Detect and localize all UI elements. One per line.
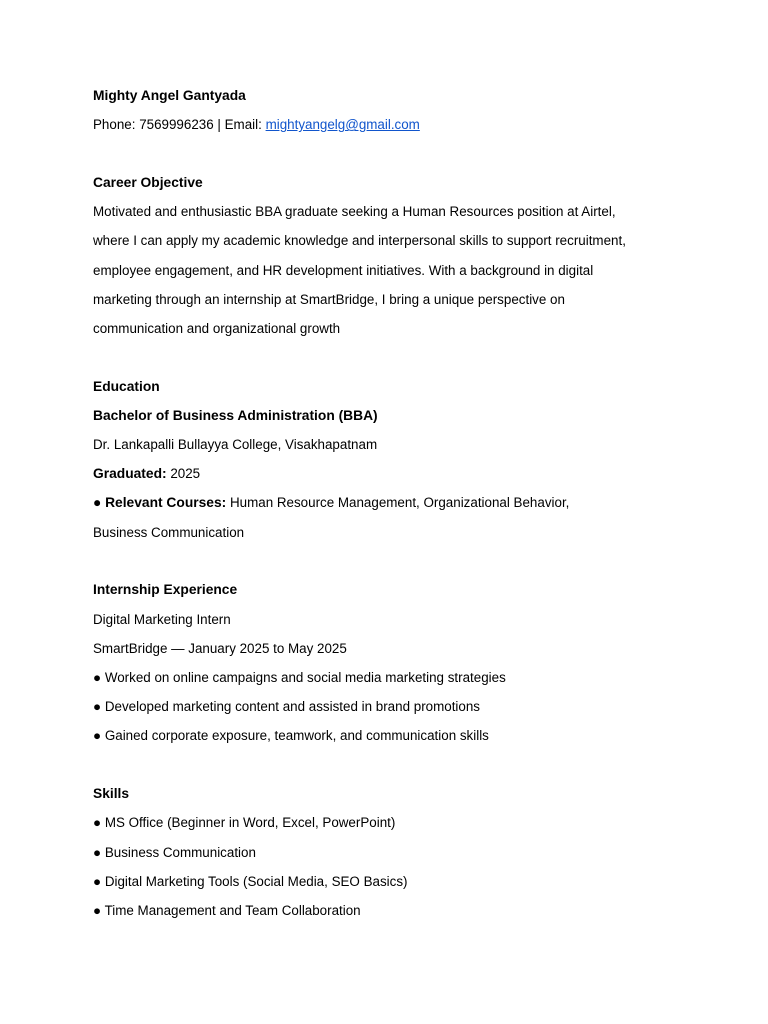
bullet-icon: ● <box>93 495 102 511</box>
phone-number: 7569996236 <box>139 117 214 133</box>
skill-item <box>93 808 693 837</box>
resume-content <box>93 81 693 925</box>
skill-text: Time Management and Team Collaboration <box>104 902 361 918</box>
objective-line: Motivated and enthusiastic BBA graduate seeking a Human Resources position at Airtel, <box>93 204 616 220</box>
email-link[interactable]: mightyangelg@gmail.com <box>265 117 420 133</box>
education-heading: Education <box>93 378 160 394</box>
objective-line: where I can apply my academic knowledge and interpersonal skills to support recruitment, <box>93 233 626 249</box>
courses-continuation: Business Communication <box>93 524 245 540</box>
email-label: Email: <box>224 117 262 133</box>
skill-item <box>93 896 693 925</box>
internship-point-text: Developed marketing content and assisted in brand promotions <box>104 699 480 715</box>
graduated-label: Graduated: <box>93 466 167 482</box>
bullet-icon: ● <box>93 873 102 889</box>
skills-heading: Skills <box>93 786 130 802</box>
internship-point <box>93 663 693 692</box>
internship-point <box>93 721 693 750</box>
bullet-icon: ● <box>93 844 102 860</box>
graduated-year: 2025 <box>170 466 201 482</box>
college-name: Dr. Lankapalli Bullayya College, Visakhapatnam <box>93 437 378 453</box>
courses-line <box>93 488 693 517</box>
objective-line: employee engagement, and HR development initiatives. With a background in digital <box>93 262 594 278</box>
skill-text: MS Office (Beginner in Word, Excel, PowerPoint) <box>104 815 396 831</box>
bullet-icon: ● <box>93 815 102 831</box>
objective-line: communication and organizational growth <box>93 320 341 336</box>
bullet-icon: ● <box>93 699 102 715</box>
graduation-line <box>93 459 693 488</box>
internship-point <box>93 692 693 721</box>
courses-label: Relevant Courses: <box>105 495 227 511</box>
phone-label: Phone: <box>93 117 136 133</box>
degree-title: Bachelor of Business Administration (BBA) <box>93 407 378 423</box>
bullet-icon: ● <box>93 728 102 744</box>
internship-heading: Internship Experience <box>93 582 238 598</box>
career-objective-heading: Career Objective <box>93 174 203 190</box>
courses-list: Human Resource Management, Organizational Behavior, <box>229 495 570 511</box>
internship-company-dates: SmartBridge — January 2025 to May 2025 <box>93 640 347 656</box>
spacer <box>93 139 693 168</box>
internship-role: Digital Marketing Intern <box>93 611 231 627</box>
spacer <box>93 547 693 576</box>
skill-item <box>93 867 693 896</box>
bullet-icon: ● <box>93 669 102 685</box>
skill-text: Business Communication <box>104 844 256 860</box>
internship-point-text: Gained corporate exposure, teamwork, and communication skills <box>104 728 489 744</box>
internship-point-text: Worked on online campaigns and social media marketing strategies <box>104 669 506 685</box>
contact-line <box>93 110 693 139</box>
skill-text: Digital Marketing Tools (Social Media, SEO Basics) <box>104 873 408 889</box>
contact-separator: | <box>217 117 221 133</box>
bullet-icon: ● <box>93 902 102 918</box>
spacer <box>93 751 693 780</box>
objective-line: marketing through an internship at SmartBridge, I bring a unique perspective on <box>93 291 565 307</box>
candidate-name: Mighty Angel Gantyada <box>93 88 246 103</box>
spacer <box>93 343 693 372</box>
skill-item <box>93 838 693 867</box>
